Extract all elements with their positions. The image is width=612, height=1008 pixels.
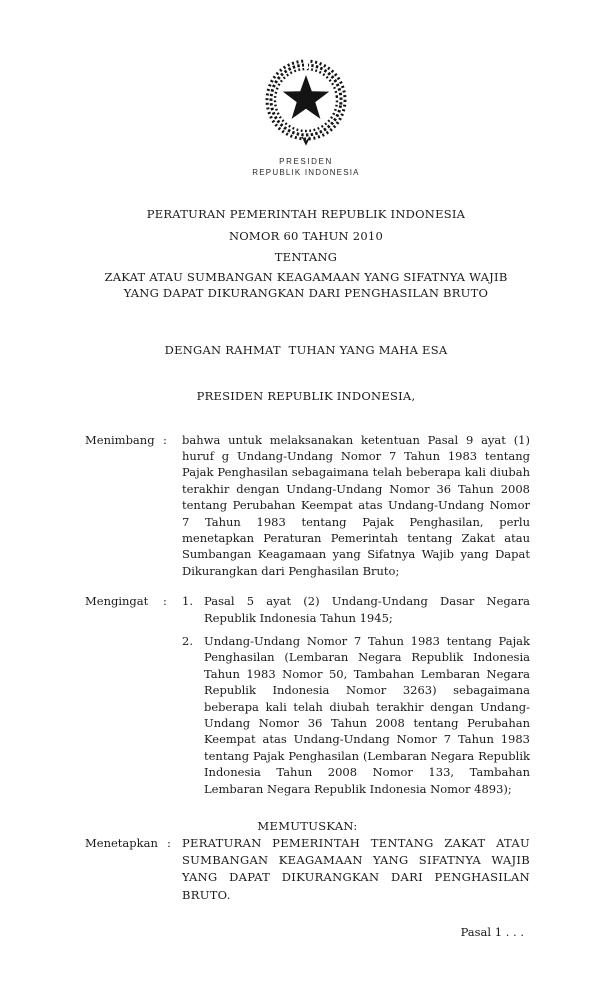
presidential-star-wreath-icon [260, 58, 352, 146]
star-icon [283, 75, 329, 119]
item-2-number: 2. [182, 633, 193, 648]
subject-line-2: YANG DAPAT DIKURANGKAN DARI PENGHASILAN BRUTO [123, 286, 489, 300]
regulation-heading: PERATURAN PEMERINTAH REPUBLIK INDONESIA [146, 207, 466, 221]
republik-indonesia-label: REPUBLIK INDONESIA [252, 168, 360, 177]
title-block [0, 204, 612, 302]
authority-line: PRESIDEN REPUBLIK INDONESIA, [196, 388, 416, 403]
invocation-line: DENGAN RAHMAT TUHAN YANG MAHA ESA [164, 342, 448, 357]
legal-basis-item-1 [182, 593, 530, 626]
body-area [0, 432, 612, 939]
presiden-label: PRESIDEN [279, 157, 333, 166]
enacting-colon: : [167, 836, 171, 851]
legal-basis-colon: : [163, 594, 167, 609]
page-continuation-marker: Pasal 1 . . . [460, 924, 524, 939]
legal-basis-item-2 [182, 633, 530, 797]
item-2-text: Undang-Undang Nomor 7 Tahun 1983 tentang Pajak Penghasilan (Lembaran Negara Republik Indonesia Tahun 1983 Nomor 50, Tambahan Lembaran Negara Republik Indonesia Nomor 3263) sebagaimana beberapa kali telah diubah terakhir dengan Undang-Undang Nomor 36 Tahun 2008 tentang Perubahan Keempat atas Undang-Undang Nomor 7 Tahun 1983 tentang Pajak Penghasilan (Lembaran Negara Republik Indonesia Tahun 2008 Nomor 133, Tambahan Lembaran Negara Republik Indonesia Nomor 4893); [204, 633, 530, 796]
enacting-text: PERATURAN PEMERINTAH TENTANG ZAKAT ATAU SUMBANGAN KEAGAMAAN YANG SIFATNYA WAJIB YANG DAPAT DIKURANGKAN DARI PENGHASILAN BRUTO. [182, 836, 530, 902]
legal-basis-list [182, 593, 530, 797]
enacting-label: Menetapkan [85, 836, 158, 851]
considering-colon: : [163, 432, 167, 447]
decision-heading: MEMUTUSKAN: [257, 819, 358, 834]
enacting-section [85, 835, 530, 904]
item-1-text: Pasal 5 ayat (2) Undang-Undang Dasar Negara Republik Indonesia Tahun 1945; [204, 594, 530, 625]
legal-basis-label: Mengingat [85, 594, 149, 609]
item-1-number: 1. [182, 594, 193, 609]
regulation-number: NOMOR 60 TAHUN 2010 [228, 228, 384, 243]
considering-text: bahwa untuk melaksanakan ketentuan Pasal 9 ayat (1) huruf g Undang-Undang Nomor 7 Tahun 1983 tentang Pajak Penghasilan sebagaimana telah beberapa kali diubah terakhir dengan Undang-Undang Nomor 36 Tahun 2008 tentang Perubahan Keempat atas Undang-Undang Nomor 7 Tahun 1983 tentang Pajak Penghasilan, perlu menetapkan Peraturan Pemerintah tentang Zakat atau Sumbangan Keagamaan yang Sifatnya Wajib yang Dapat Dikurangkan dari Penghasilan Bruto; [182, 432, 530, 578]
emblem-caption [0, 156, 612, 178]
considering-label: Menimbang [85, 432, 155, 447]
legal-basis-section [85, 593, 530, 797]
considering-section [85, 432, 530, 580]
subject-line-1: ZAKAT ATAU SUMBANGAN KEAGAMAAN YANG SIFATNYA WAJIB [104, 269, 508, 284]
tentang-label: TENTANG [274, 250, 338, 264]
emblem-block [0, 0, 612, 178]
